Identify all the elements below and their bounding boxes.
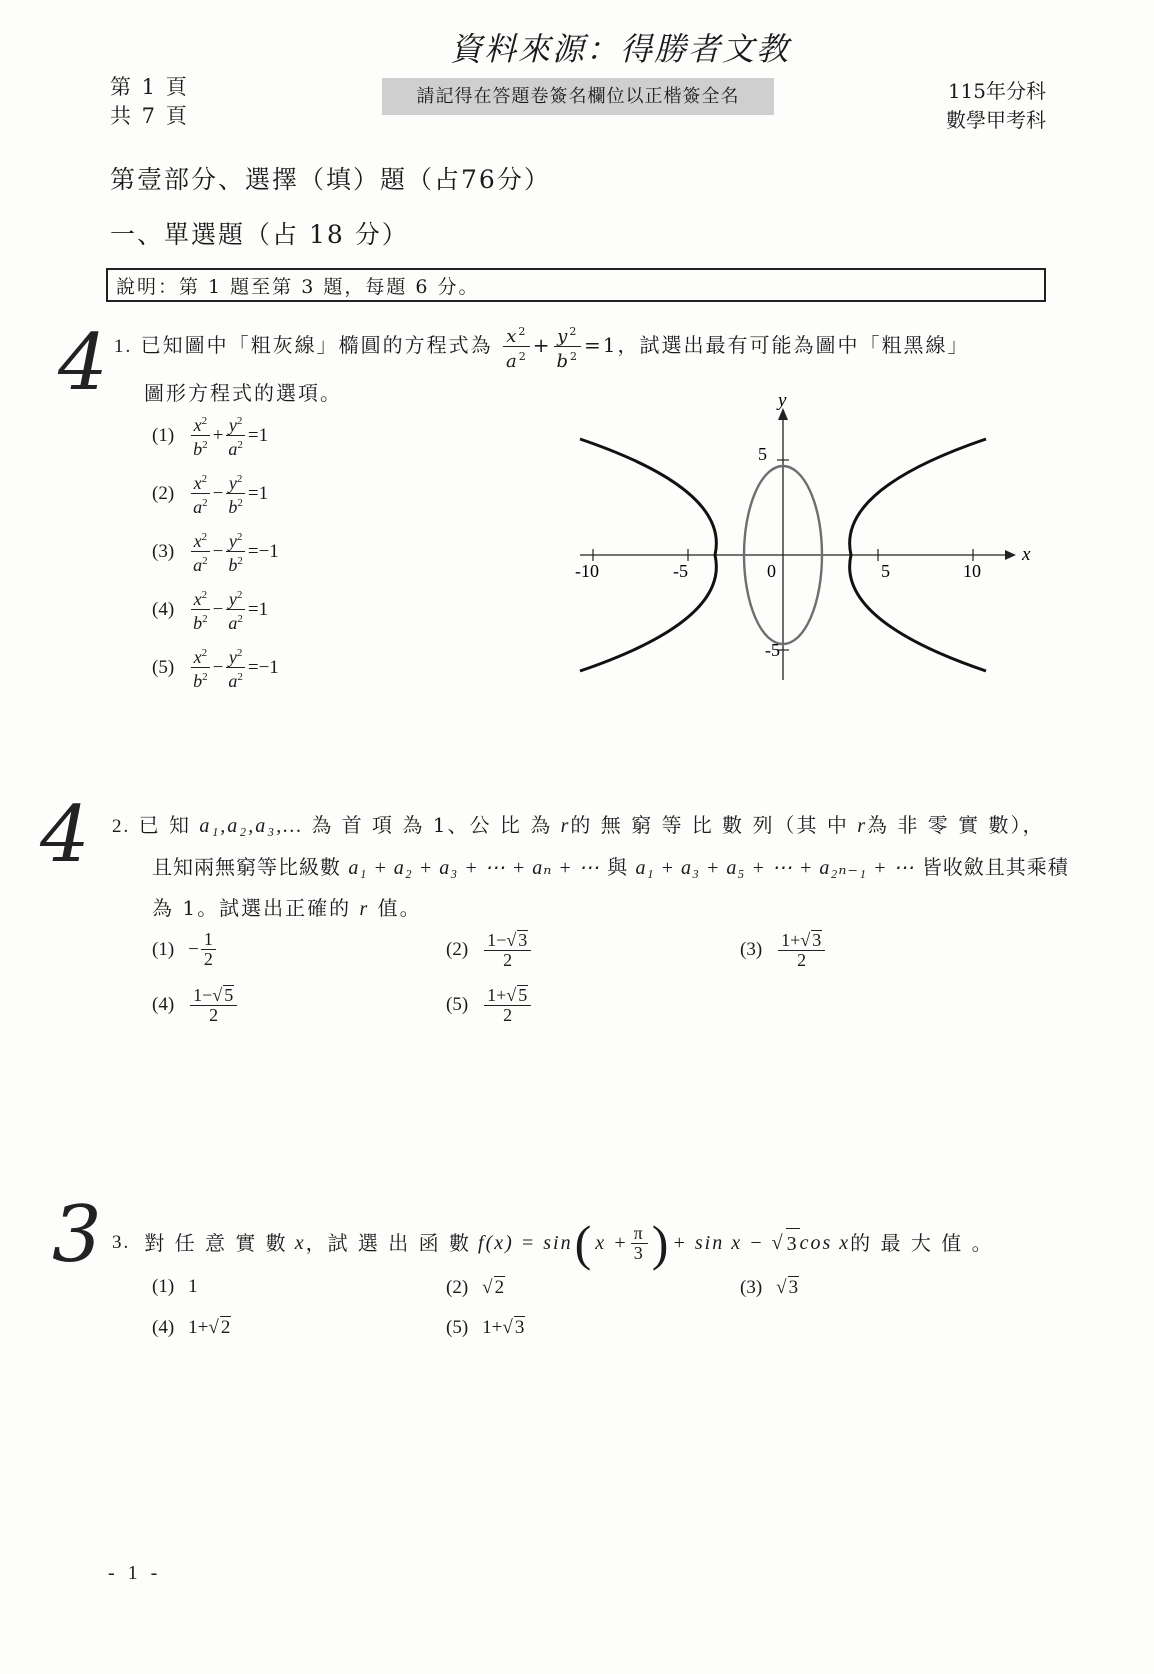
numerator: 1+ bbox=[781, 930, 801, 950]
q2-option-5 bbox=[446, 985, 533, 1025]
option-label: (2) bbox=[446, 939, 469, 960]
option-label: (5) bbox=[446, 994, 469, 1015]
series-expression-1: a₁ + a₂ + a₃ + ⋯ + aₙ + ⋯ bbox=[348, 857, 600, 879]
function-expression: x + bbox=[595, 1232, 629, 1254]
section-title: 一、單選題（占 18 分） bbox=[110, 220, 409, 249]
denominator: 2 bbox=[209, 1005, 219, 1025]
numerator: x bbox=[193, 531, 202, 551]
right-hand-side: =−1 bbox=[247, 540, 279, 562]
fraction: $\frac{1+√ 5}{2}$ bbox=[484, 985, 531, 1025]
sqrt-radicand: 2 bbox=[220, 1317, 231, 1338]
x-axis-label: x bbox=[1022, 544, 1031, 565]
fraction: $\frac{y^2}{a^2}$ bbox=[225, 644, 246, 691]
numerator: x bbox=[193, 647, 202, 667]
sequence-expression: a₁,a₂,a₃,… bbox=[199, 815, 303, 837]
page-number: - 1 - bbox=[108, 1562, 162, 1584]
exam-info bbox=[946, 77, 1046, 135]
x-axis-arrow bbox=[1005, 550, 1016, 560]
question-text: 對 任 意 實 數 bbox=[144, 1231, 288, 1255]
operator: − bbox=[212, 540, 224, 562]
q3-option-5: (5) 1+√ 3 bbox=[446, 1317, 525, 1338]
numerator: 1 bbox=[201, 930, 216, 950]
function-expression: + sin x − bbox=[672, 1232, 765, 1254]
q1-option-3 bbox=[152, 528, 279, 575]
sqrt-radicand: 5 bbox=[518, 985, 528, 1005]
q2-option-3 bbox=[740, 930, 827, 970]
x-tick-label: 5 bbox=[881, 561, 890, 581]
question-1: 1. 已知圖中「粗灰線」橢圓的方程式為 $\frac{x^2}{a^2}$ + $\frac{y^2}{b^2}$ =1，試選出最有可能為圖中「粗黑線」 bbox=[114, 322, 969, 371]
function-expression: f(x) = sin bbox=[478, 1232, 573, 1254]
option-label: (4) bbox=[152, 1317, 175, 1338]
conic-graph bbox=[560, 390, 1040, 680]
right-paren: ) bbox=[651, 1215, 671, 1271]
sqrt-radicand: 3 bbox=[786, 1228, 800, 1259]
operator: + bbox=[212, 424, 224, 446]
option-label: (1) bbox=[152, 938, 175, 960]
q2-option-1 bbox=[152, 930, 218, 969]
denominator: b bbox=[228, 555, 238, 575]
option-label: (3) bbox=[152, 540, 175, 562]
operator: − bbox=[212, 482, 224, 504]
right-hand-side: =1 bbox=[247, 482, 269, 504]
option-value: 1+ bbox=[482, 1317, 503, 1338]
denominator: a bbox=[193, 497, 203, 517]
right-hand-side: =1 bbox=[247, 424, 269, 446]
q3-option-4: (4) 1+√ 2 bbox=[152, 1317, 231, 1338]
fraction: $\frac{x^2}{b^2}$ bbox=[190, 586, 211, 633]
question-text: 為 1。試選出正確的 bbox=[152, 896, 352, 920]
question-text: 且知兩無窮等比級數 bbox=[152, 855, 341, 879]
sqrt-radicand: 3 bbox=[812, 930, 822, 950]
origin-label: 0 bbox=[767, 561, 776, 581]
operator: − bbox=[212, 598, 224, 620]
question-text: 為 非 零 實 數）， bbox=[867, 813, 1045, 837]
denominator: b bbox=[228, 497, 238, 517]
option-label: (2) bbox=[446, 1277, 469, 1298]
q3-option-1 bbox=[152, 1276, 198, 1298]
question-2 bbox=[112, 810, 1044, 842]
question-text: 皆收斂且其乘積 bbox=[921, 855, 1069, 879]
x-tick-label: -10 bbox=[575, 561, 599, 581]
sqrt-radicand: 3 bbox=[518, 930, 528, 950]
option-label: (1) bbox=[152, 424, 175, 446]
signature-reminder-banner: 請記得在答題卷簽名欄位以正楷簽全名 bbox=[382, 78, 774, 115]
sqrt-radicand: 3 bbox=[514, 1317, 525, 1338]
fraction: $\frac{x^2}{b^2}$ bbox=[190, 412, 211, 459]
question-number: 3. bbox=[112, 1232, 131, 1253]
handwritten-answer-q3: 3 bbox=[52, 1190, 102, 1280]
question-2-line2 bbox=[152, 852, 1069, 883]
y-axis-label: y bbox=[778, 390, 787, 411]
numerator: 1− bbox=[487, 930, 507, 950]
denominator: 2 bbox=[503, 950, 513, 970]
numerator: x bbox=[193, 473, 202, 493]
question-text: 值。 bbox=[377, 896, 422, 920]
x-tick-label: 10 bbox=[963, 561, 981, 581]
question-number: 2. bbox=[112, 816, 131, 837]
source-note: 資料來源：得勝者文教 bbox=[450, 30, 791, 68]
option-label: (4) bbox=[152, 598, 175, 620]
question-3: 3. 對 任 意 實 數 x ，試 選 出 函 數 f(x) = sin ( x + $\frac{\pi}{3}$ ) + sin x − √ 3 cos x 的 最 大 值 。 bbox=[112, 1215, 994, 1271]
question-text: 為 首 項 為 1、公 比 為 bbox=[311, 813, 553, 837]
option-label: (3) bbox=[740, 939, 763, 960]
q1-option-1 bbox=[152, 412, 268, 459]
fraction: $\frac{y^2}{b^2}$ bbox=[225, 528, 246, 575]
option-label: (3) bbox=[740, 1277, 763, 1298]
question-number: 1. bbox=[114, 336, 133, 357]
q3-option-2: (2) √ 2 bbox=[446, 1277, 505, 1298]
numerator: x bbox=[193, 589, 202, 609]
fraction: $\frac{1+√ 3}{2}$ bbox=[778, 930, 825, 970]
instructions-box: 說明：第 1 題至第 3 題，每題 6 分。 bbox=[106, 268, 1046, 302]
q1-option-5 bbox=[152, 644, 279, 691]
part-title: 第壹部分、選擇（填）題（占76分） bbox=[110, 165, 551, 194]
numerator: y bbox=[228, 647, 237, 667]
function-expression: cos x bbox=[799, 1232, 851, 1254]
question-text: ，試 選 出 函 數 bbox=[305, 1231, 472, 1255]
fraction: $\frac{1-√ 3}{2}$ bbox=[484, 930, 531, 970]
handwritten-answer-q2: 4 bbox=[40, 790, 90, 880]
series-expression-2: a₁ + a₃ + a₅ + ⋯ + a₂ₙ₋₁ + ⋯ bbox=[635, 857, 915, 879]
sqrt-radicand: 3 bbox=[788, 1277, 799, 1298]
pi-symbol: π bbox=[631, 1224, 648, 1244]
sqrt-radicand: 2 bbox=[494, 1277, 505, 1298]
variable-x: x bbox=[294, 1232, 306, 1254]
denominator: 2 bbox=[203, 949, 213, 969]
option-label: (5) bbox=[446, 1317, 469, 1338]
question-text: =1，試選出最有可能為圖中「粗黑線」 bbox=[584, 333, 970, 357]
option-value: 1 bbox=[188, 1276, 198, 1297]
question-text: 已 知 bbox=[138, 813, 191, 837]
variable-r: r bbox=[560, 815, 571, 837]
numerator: y bbox=[228, 589, 237, 609]
variable-r: r bbox=[857, 815, 868, 837]
fraction: $\frac{x^2}{b^2}$ bbox=[190, 644, 211, 691]
right-hand-side: =1 bbox=[247, 598, 269, 620]
question-2-line3 bbox=[152, 893, 422, 924]
question-text: 的 無 窮 等 比 數 列（其 中 bbox=[570, 813, 849, 837]
right-hand-side: =−1 bbox=[247, 656, 279, 678]
numerator: y bbox=[228, 473, 237, 493]
fraction: $\frac{x^2}{a^2}$ bbox=[190, 470, 211, 517]
left-paren: ( bbox=[574, 1215, 594, 1271]
y-tick-label: 5 bbox=[758, 444, 767, 464]
sqrt-radicand: 5 bbox=[224, 985, 234, 1005]
numerator: y bbox=[228, 415, 237, 435]
q1-option-2 bbox=[152, 470, 268, 517]
page-indicator bbox=[110, 73, 189, 131]
denominator: b bbox=[193, 671, 203, 691]
denominator: a bbox=[228, 439, 238, 459]
question-text: 的 最 大 值 。 bbox=[850, 1231, 994, 1255]
fraction: $\frac{y^2}{b^2}$ bbox=[553, 322, 582, 371]
option-label: (2) bbox=[152, 482, 175, 504]
question-text: 已知圖中「粗灰線」橢圓的方程式為 bbox=[140, 333, 493, 357]
denominator: a bbox=[228, 671, 238, 691]
handwritten-answer-q1: 4 bbox=[58, 318, 108, 408]
denominator: 3 bbox=[633, 1242, 645, 1263]
denominator: a bbox=[228, 613, 238, 633]
fraction: $\frac{x^2}{a^2}$ bbox=[503, 322, 531, 371]
denominator: 2 bbox=[797, 950, 807, 970]
sign: − bbox=[188, 938, 199, 960]
denominator: b bbox=[193, 613, 203, 633]
numerator: 1− bbox=[193, 985, 213, 1005]
numerator: y bbox=[228, 531, 237, 551]
q2-option-4 bbox=[152, 985, 239, 1025]
y-tick-label: -5 bbox=[765, 640, 780, 660]
x-tick-label: -5 bbox=[673, 561, 688, 581]
question-text: 與 bbox=[607, 855, 629, 879]
option-value: 1+ bbox=[188, 1317, 209, 1338]
fraction: $\frac{y^2}{a^2}$ bbox=[225, 586, 246, 633]
exam-name: 數學甲考科 bbox=[946, 108, 1046, 132]
fraction: $\frac{1-√ 5}{2}$ bbox=[190, 985, 237, 1025]
fraction: $\frac{y^2}{a^2}$ bbox=[225, 412, 246, 459]
option-label: (1) bbox=[152, 1276, 175, 1297]
fraction: $\frac{x^2}{a^2}$ bbox=[190, 528, 211, 575]
q2-option-2 bbox=[446, 930, 533, 970]
exam-year-subject: 115年分科 bbox=[947, 79, 1046, 103]
fraction: $\frac{y^2}{b^2}$ bbox=[225, 470, 246, 517]
denominator: a bbox=[193, 555, 203, 575]
total-pages-line: 共 7 頁 bbox=[110, 104, 189, 128]
operator: − bbox=[212, 656, 224, 678]
fraction bbox=[631, 1224, 648, 1263]
option-label: (5) bbox=[152, 656, 175, 678]
q3-option-3: (3) √ 3 bbox=[740, 1277, 799, 1298]
numerator: x bbox=[193, 415, 202, 435]
page-line: 第 1 頁 bbox=[110, 75, 189, 99]
question-1-line2: 圖形方程式的選項。 bbox=[144, 381, 342, 405]
denominator: b bbox=[193, 439, 203, 459]
option-label: (4) bbox=[152, 994, 175, 1015]
fraction bbox=[201, 930, 216, 969]
q1-option-4 bbox=[152, 586, 268, 633]
variable-r: r bbox=[359, 898, 370, 920]
denominator: 2 bbox=[503, 1005, 513, 1025]
numerator: 1+ bbox=[487, 985, 507, 1005]
